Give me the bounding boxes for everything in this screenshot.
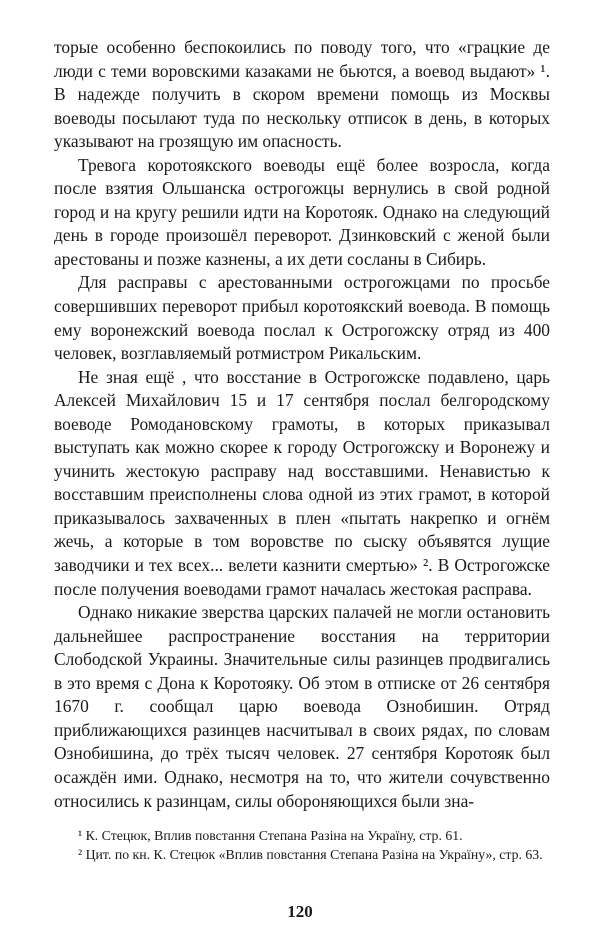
paragraph-1: торые особенно беспокоились по поводу того, что «грацкие де люди с теми воровскими казаками не бьются, а воевод выдают» ¹. В надежде получить в скором времени помощь из Москвы воеводы посылают туда по нескольку отписок в день, в которых указывают на грозящую им опасность. [54,37,550,152]
paragraph-2: Тревога коротоякского воеводы ещё более возросла, когда после взятия Ольшанска острогожцы вернулись в свой родной город и на кругу решили идти на Коротояк. Однако на следующий день в городе произошёл переворот. Дзинковский с женой были арестованы и позже казнены, а их дети сосланы в Сибирь. [54,154,550,269]
footnotes [54,826,550,864]
paragraph-3: Для расправы с арестованными острогожцами по просьбе совершивших переворот прибыл коротоякский воевода. В помощь ему воронежский воевода послал к Острогожску отряд из 400 человек, возглавляемый ротмистром Рикальским. [54,272,550,364]
book-page [54,36,550,864]
paragraph-5: Однако никакие зверства царских палачей не могли остановить дальнейшее распространение восстания на территории Слободской Украины. Значительные силы разинцев продвигались в это время с Дона к Коротояку. Об этом в отписке от 26 сентября 1670 г. сообщал царю воевода Ознобишин. Отряд приближающихся разинцев насчитывал в своих рядах, по словам Ознобишина, до трёх тысяч человек. 27 сентября Коротояк был осаждён ими. Однако, несмотря на то, что жители сочувственно относились к разинцам, силы обороняющихся были зна- [54,602,550,811]
page-number: 120 [287,902,313,921]
footnote-1: ¹ К. Стецюк, Вплив повстання Степана Разіна на Украïну, стр. 61. [78,828,463,844]
main-text [54,36,550,813]
paragraph-4: Не зная ещё , что восстание в Острогожске подавлено, царь Алексей Михайлович 15 и 17 сентября послал белгородскому воеводе Ромодановскому грамоты, в которых приказывал выступать как можно скорее к городу Острогожску и Воронежу и учинить жестокую расправу над восставшими. Ненавистью к восставшим преисполнены слова одной из этих грамот, в которой приказывалось захваченных в плен «пытать накрепко и огнём жечь, а которые в том воровстве по сыску объявятся лущие заводчики и тех всех... велети казнити смертью» ². В Острогожске после получения воеводами грамот началась жестокая расправа. [54,366,550,599]
footnote-2: ² Цит. по кн. К. Стецюк «Вплив повстання Степана Разіна на Украïну», стр. 63. [78,847,543,863]
